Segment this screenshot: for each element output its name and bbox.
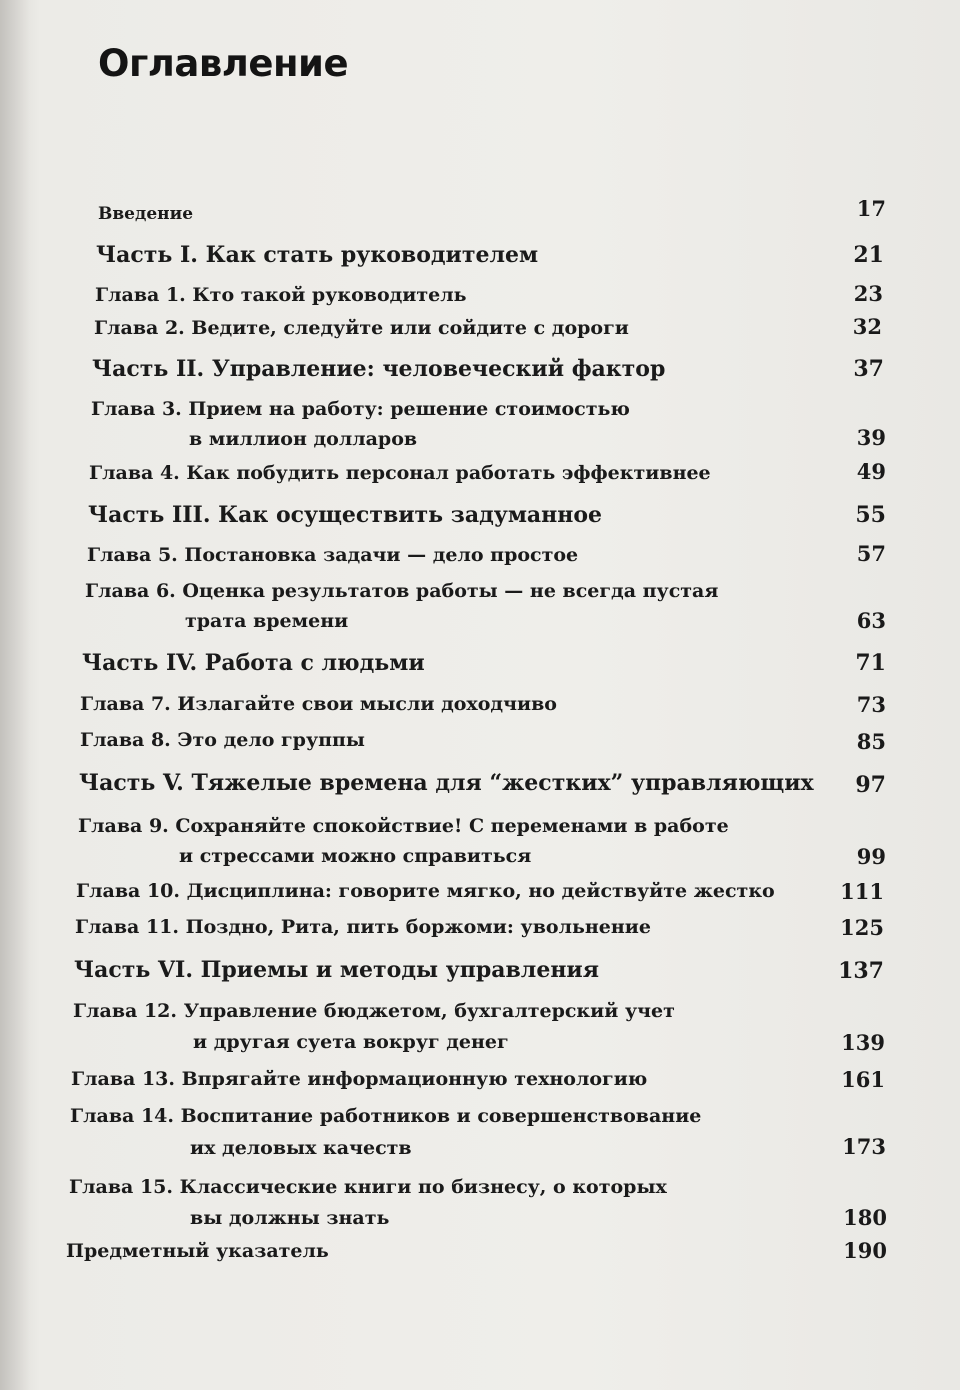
toc-page-number: 21 bbox=[853, 242, 884, 268]
toc-entry-title: Глава 15. Классические книги по бизнесу, о которых bbox=[69, 1176, 667, 1198]
toc-entry-title-continued: их деловых качеств bbox=[190, 1137, 412, 1159]
toc-entry bbox=[69, 1176, 887, 1236]
toc-entry bbox=[74, 957, 884, 983]
toc-page-number: 73 bbox=[856, 692, 886, 717]
toc-entry-title: Глава 11. Поздно, Рита, пить боржоми: увольнение bbox=[75, 916, 651, 938]
toc-page-number: 39 bbox=[856, 425, 886, 450]
toc-entry-title: Глава 7. Излагайте свои мысли доходчиво bbox=[80, 693, 557, 715]
toc-entry bbox=[96, 242, 884, 268]
toc-entry-title: Глава 5. Постановка задачи — дело простое bbox=[87, 544, 579, 566]
toc-page-number: 17 bbox=[856, 196, 886, 221]
toc-entry bbox=[71, 1068, 885, 1090]
toc-entry bbox=[95, 281, 883, 306]
toc-entry-title: Введение bbox=[98, 204, 194, 224]
toc-page-number: 139 bbox=[841, 1030, 885, 1055]
toc-entry bbox=[70, 1105, 886, 1165]
toc-page-number: 180 bbox=[843, 1205, 887, 1230]
toc-entry bbox=[98, 196, 886, 224]
toc-entry bbox=[91, 398, 886, 458]
toc-page-number: 111 bbox=[840, 879, 884, 904]
toc-page-number: 99 bbox=[856, 844, 886, 869]
toc-page-number: 32 bbox=[852, 314, 882, 339]
toc-entry-title: Часть II. Управление: человеческий фактор bbox=[92, 356, 666, 382]
toc-entry-title: Глава 2. Ведите, следуйте или сойдите с дороги bbox=[94, 317, 629, 339]
toc-page-number: 37 bbox=[853, 356, 884, 382]
toc-entry-title: Глава 14. Воспитание работников и совершенствование bbox=[70, 1105, 702, 1127]
toc-page-number: 125 bbox=[840, 915, 884, 940]
toc-entry bbox=[80, 693, 886, 715]
toc-entry-title: Глава 4. Как побудить персонал работать эффективнее bbox=[89, 462, 711, 484]
toc-page-number: 85 bbox=[856, 729, 886, 754]
toc-page-number: 23 bbox=[853, 281, 883, 306]
toc-entry bbox=[79, 770, 886, 796]
toc-entry bbox=[82, 650, 886, 676]
toc-page-number: 63 bbox=[856, 608, 886, 633]
toc-entry bbox=[75, 916, 884, 938]
page-title: Оглавление bbox=[98, 42, 349, 85]
toc-entry-title: Часть IV. Работа с людьми bbox=[82, 650, 425, 676]
toc-entry-title: Часть I. Как стать руководителем bbox=[96, 242, 539, 268]
toc-page-number: 97 bbox=[855, 772, 886, 798]
toc-entry-title-continued: и стрессами можно справиться bbox=[179, 845, 532, 867]
toc-entry-title: Предметный указатель bbox=[66, 1240, 329, 1262]
toc-entry-title: Глава 1. Кто такой руководитель bbox=[95, 284, 467, 306]
toc-entry bbox=[66, 1240, 887, 1262]
toc-entry-title: Глава 9. Сохраняйте спокойствие! С переменами в работе bbox=[78, 815, 729, 837]
toc-entry-title: Часть III. Как осуществить задуманное bbox=[88, 502, 603, 528]
toc-page-number: 137 bbox=[838, 958, 884, 984]
toc-entry bbox=[89, 459, 886, 484]
toc-entry-title-continued: в миллион долларов bbox=[189, 428, 418, 450]
toc-entry-title: Глава 6. Оценка результатов работы — не всегда пустая bbox=[85, 580, 719, 602]
toc-entry bbox=[87, 541, 886, 566]
toc-entry-title: Глава 13. Впрягайте информационную технологию bbox=[71, 1068, 648, 1090]
toc-entry bbox=[94, 314, 882, 339]
toc-page-number: 57 bbox=[856, 541, 886, 566]
toc-entry-title: Часть V. Тяжелые времена для “жестких” управляющих bbox=[79, 770, 814, 796]
toc-page-number: 173 bbox=[842, 1134, 886, 1159]
toc-entry bbox=[73, 1000, 885, 1060]
toc-entry-title-continued: трата времени bbox=[185, 610, 349, 632]
toc-page-number: 55 bbox=[855, 502, 886, 528]
toc-entry-title: Глава 3. Прием на работу: решение стоимостью bbox=[91, 398, 630, 420]
toc-page-number: 49 bbox=[856, 459, 886, 484]
toc-entry bbox=[80, 729, 886, 754]
toc-entry-title: Глава 12. Управление бюджетом, бухгалтерский учет bbox=[73, 1000, 675, 1022]
toc-entry-title: Глава 8. Это дело группы bbox=[80, 729, 365, 751]
toc-entry-title: Глава 10. Дисциплина: говорите мягко, но действуйте жестко bbox=[76, 880, 775, 902]
toc-entry bbox=[76, 880, 884, 902]
toc-page-number: 190 bbox=[843, 1238, 887, 1263]
toc-page-number: 161 bbox=[841, 1067, 885, 1092]
toc-entry bbox=[92, 356, 884, 382]
toc-page-number: 71 bbox=[855, 650, 886, 676]
toc-entry bbox=[85, 580, 886, 640]
toc-entry-title-continued: и другая суета вокруг денег bbox=[193, 1031, 509, 1053]
toc-entry bbox=[78, 815, 886, 875]
toc-entry bbox=[88, 502, 886, 528]
toc-entry-title: Часть VI. Приемы и методы управления bbox=[74, 957, 599, 983]
toc-entry-title-continued: вы должны знать bbox=[190, 1207, 390, 1229]
